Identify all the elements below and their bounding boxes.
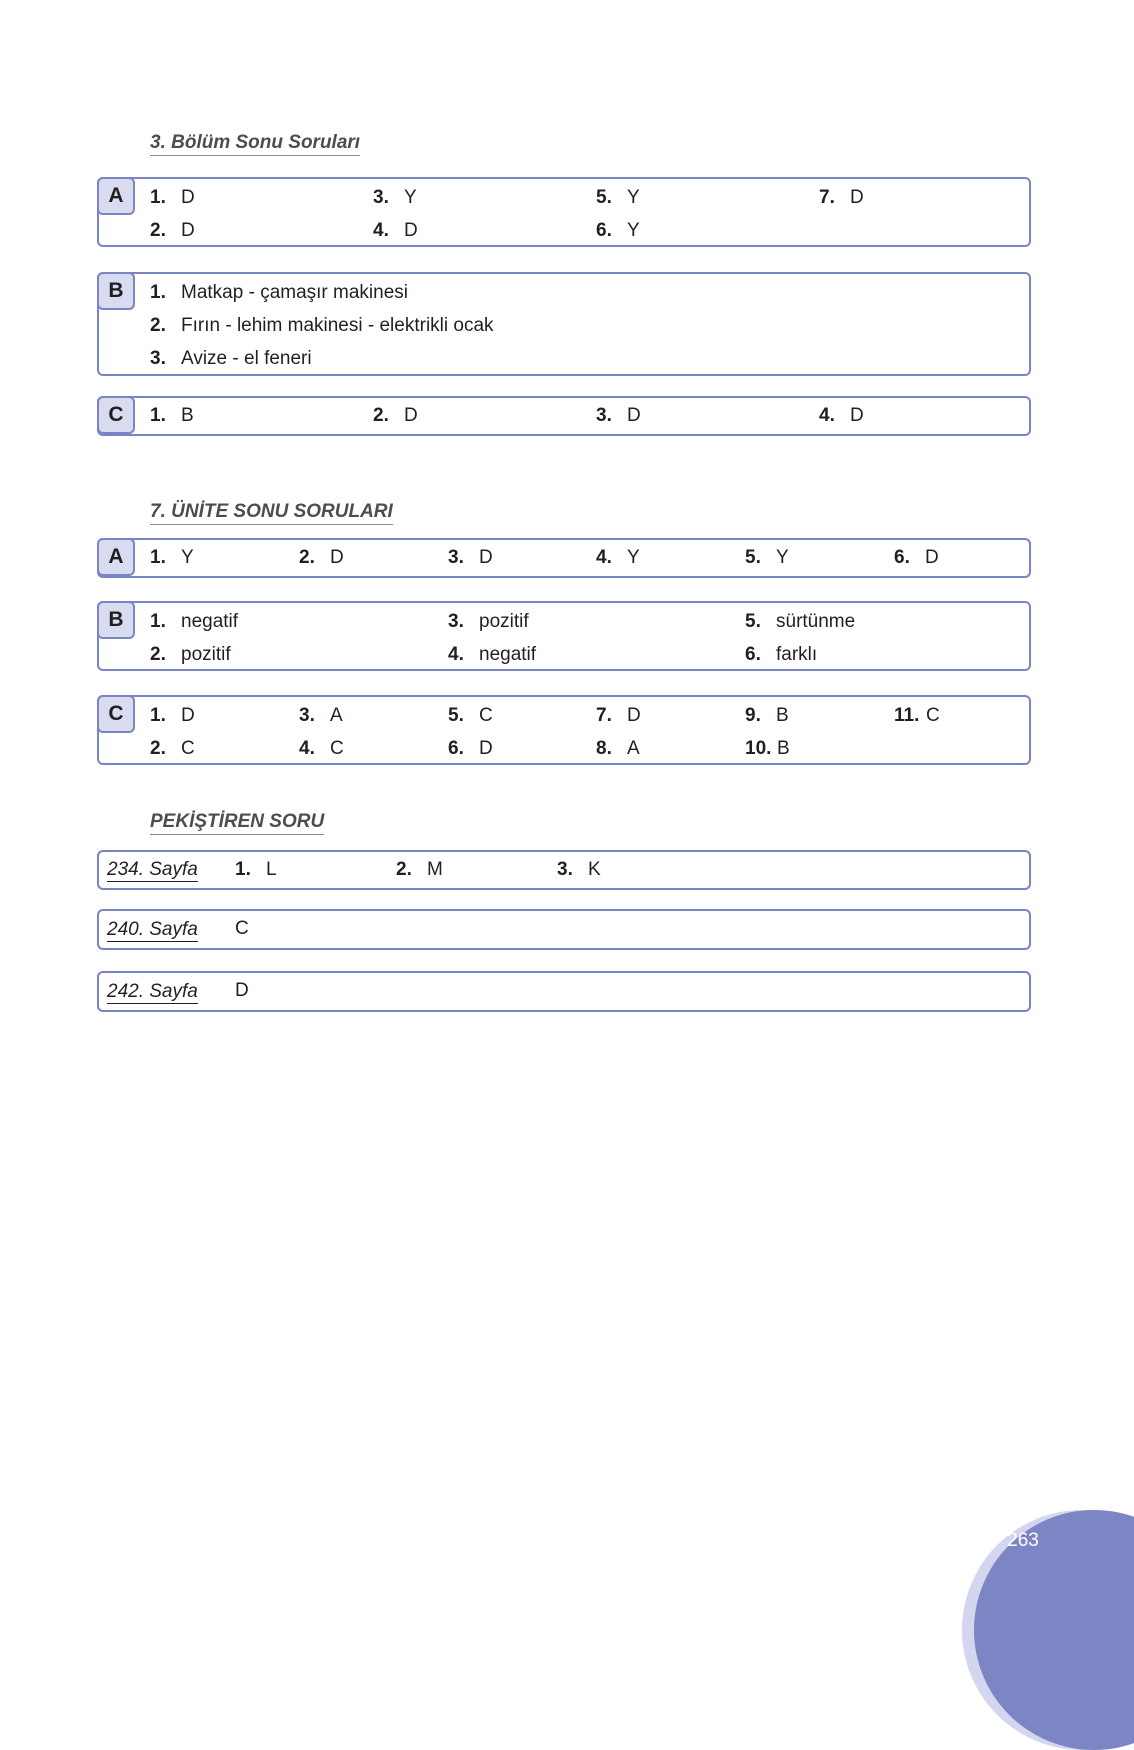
answer-item: 5. Y	[596, 187, 640, 208]
answer-box-c	[97, 396, 1031, 436]
answer-item: 5. Y	[745, 547, 789, 568]
box-letter: A	[97, 538, 135, 576]
answer-item: 3. K	[557, 859, 601, 880]
answer-box-c	[97, 695, 1031, 765]
answer-item: 3. D	[448, 547, 493, 568]
answer-item: 1. D	[150, 705, 195, 726]
answer-item: 2. D	[150, 220, 195, 241]
answer-item: 3. Y	[373, 187, 417, 208]
answer-item: 4. Y	[596, 547, 640, 568]
answer-item: 1. Matkap - çamaşır makinesi	[150, 282, 409, 303]
answer-item: 7. D	[596, 705, 641, 726]
answer-item: 2. D	[373, 405, 418, 426]
answer-value: C	[235, 918, 249, 939]
answer-item: 4. D	[373, 220, 418, 241]
answer-item: 2. C	[150, 738, 195, 759]
answer-value: D	[235, 980, 249, 1001]
answer-item: 6. farklı	[745, 644, 818, 665]
page-reference: 242. Sayfa	[107, 981, 198, 1002]
page-reference: 240. Sayfa	[107, 919, 198, 940]
page-reference: 234. Sayfa	[107, 859, 198, 880]
answer-item: 11. C	[894, 705, 940, 726]
answer-item: 6. D	[894, 547, 939, 568]
answer-item: 5. sürtünme	[745, 611, 856, 632]
answer-item: 1. B	[150, 405, 194, 426]
answer-item: 5. C	[448, 705, 493, 726]
answer-item: 3. D	[596, 405, 641, 426]
box-letter: B	[97, 272, 135, 310]
box-letter: C	[97, 695, 135, 733]
answer-box-a	[97, 538, 1031, 578]
answer-box-a	[97, 177, 1031, 247]
answer-item: 3. A	[299, 705, 343, 726]
answer-box-b	[97, 272, 1031, 376]
answer-item: 1. D	[150, 187, 195, 208]
answer-item: 8. A	[596, 738, 640, 759]
answer-item: 3. Avize - el feneri	[150, 348, 312, 369]
answer-item: 1. L	[235, 859, 277, 880]
answer-item: 4. D	[819, 405, 864, 426]
box-letter: C	[97, 396, 135, 434]
answer-item: 7. D	[819, 187, 864, 208]
section-title: PEKİŞTİREN SORU	[150, 811, 324, 835]
answer-item: 3. pozitif	[448, 611, 529, 632]
practice-row	[97, 971, 1031, 1012]
practice-row	[97, 909, 1031, 950]
section-title: 7. ÜNİTE SONU SORULARI	[150, 501, 393, 525]
answer-item: 1. Y	[150, 547, 194, 568]
answer-item: 4. C	[299, 738, 344, 759]
answer-item: 4. negatif	[448, 644, 537, 665]
answer-item: 6. D	[448, 738, 493, 759]
answer-item: 1. negatif	[150, 611, 239, 632]
answer-item: 2. Fırın - lehim makinesi - elektrikli ocak	[150, 315, 494, 336]
answer-item: 9. B	[745, 705, 789, 726]
answer-item: 6. Y	[596, 220, 640, 241]
box-letter: A	[97, 177, 135, 215]
answer-item: 2. pozitif	[150, 644, 231, 665]
answer-item: 2. D	[299, 547, 344, 568]
box-letter: B	[97, 601, 135, 639]
answer-item: 2. M	[396, 859, 443, 880]
practice-row	[97, 850, 1031, 890]
section-title: 3. Bölüm Sonu Soruları	[150, 132, 360, 156]
answer-box-b	[97, 601, 1031, 671]
answer-item: 10. B	[745, 738, 790, 759]
page-number: 263	[1007, 1530, 1039, 1551]
